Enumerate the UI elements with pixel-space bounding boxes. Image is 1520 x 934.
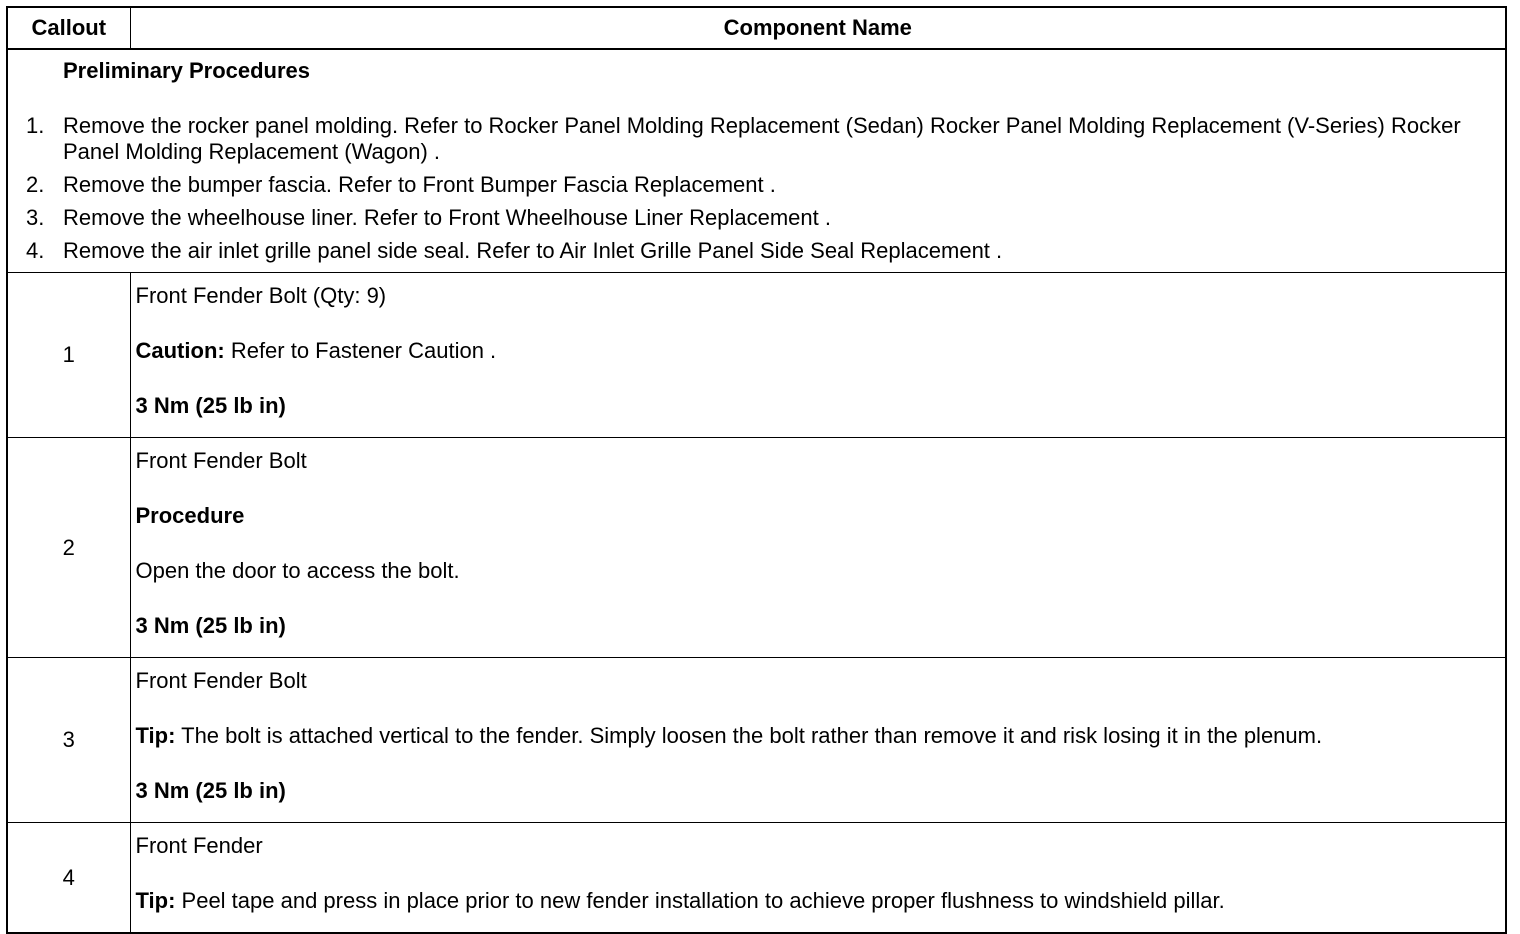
table-row	[7, 273, 1506, 438]
callout-number: 1	[7, 273, 130, 438]
table-row	[7, 823, 1506, 934]
list-item	[8, 205, 1505, 231]
caution-label: Caution:	[135, 338, 225, 363]
component-name: Front Fender	[135, 833, 263, 858]
step-number: 1.	[26, 113, 45, 138]
preliminary-procedures-title: Preliminary Procedures	[63, 58, 311, 83]
preliminary-procedures-row	[7, 49, 1506, 273]
tip-text: The bolt is attached vertical to the fender. Simply loosen the bolt rather than remove it and risk losing it in the plenum.	[175, 723, 1323, 748]
callout-column-header: Callout	[7, 7, 130, 49]
component-name: Front Fender Bolt	[135, 668, 307, 693]
tip-note	[136, 723, 1500, 749]
callout-number: 3	[7, 658, 130, 823]
step-number: 4.	[26, 238, 45, 263]
component-cell	[130, 823, 1506, 934]
step-text: Remove the wheelhouse liner. Refer to Front Wheelhouse Liner Replacement .	[63, 205, 831, 230]
tip-note	[136, 888, 1500, 914]
table-row	[7, 658, 1506, 823]
list-item	[8, 238, 1505, 264]
procedure-text: Open the door to access the bolt.	[135, 558, 460, 583]
caution-note	[136, 338, 1500, 364]
procedure-heading: Procedure	[135, 503, 245, 528]
table-header-row	[7, 7, 1506, 49]
component-name-column-header: Component Name	[130, 7, 1506, 49]
step-number: 2.	[26, 172, 45, 197]
step-text: Remove the rocker panel molding. Refer to Rocker Panel Molding Replacement (Sedan) Rocker Panel Molding Replacement (V-Series) Rocker Panel Molding Replacement (Wagon) .	[63, 113, 1461, 164]
list-item	[8, 113, 1505, 165]
tip-label: Tip:	[135, 888, 176, 913]
caution-text: Refer to Fastener Caution .	[224, 338, 497, 363]
table-row	[7, 438, 1506, 658]
callout-number: 2	[7, 438, 130, 658]
component-cell	[130, 438, 1506, 658]
preliminary-procedures-cell	[7, 49, 1506, 273]
component-name: Front Fender Bolt (Qty: 9)	[135, 283, 387, 308]
step-text: Remove the bumper fascia. Refer to Front Bumper Fascia Replacement .	[63, 172, 776, 197]
list-item	[8, 172, 1505, 198]
torque-spec: 3 Nm (25 lb in)	[135, 778, 286, 803]
callout-number: 4	[7, 823, 130, 934]
component-cell	[130, 273, 1506, 438]
torque-spec: 3 Nm (25 lb in)	[135, 613, 286, 638]
component-cell	[130, 658, 1506, 823]
tip-text: Peel tape and press in place prior to new fender installation to achieve proper flushness to windshield pillar.	[175, 888, 1225, 913]
step-number: 3.	[26, 205, 45, 230]
preliminary-steps-list	[8, 113, 1505, 264]
component-name: Front Fender Bolt	[135, 448, 307, 473]
torque-spec: 3 Nm (25 lb in)	[135, 393, 286, 418]
component-table	[6, 6, 1507, 934]
step-text: Remove the air inlet grille panel side seal. Refer to Air Inlet Grille Panel Side Seal Replacement .	[63, 238, 1003, 263]
tip-label: Tip:	[135, 723, 176, 748]
